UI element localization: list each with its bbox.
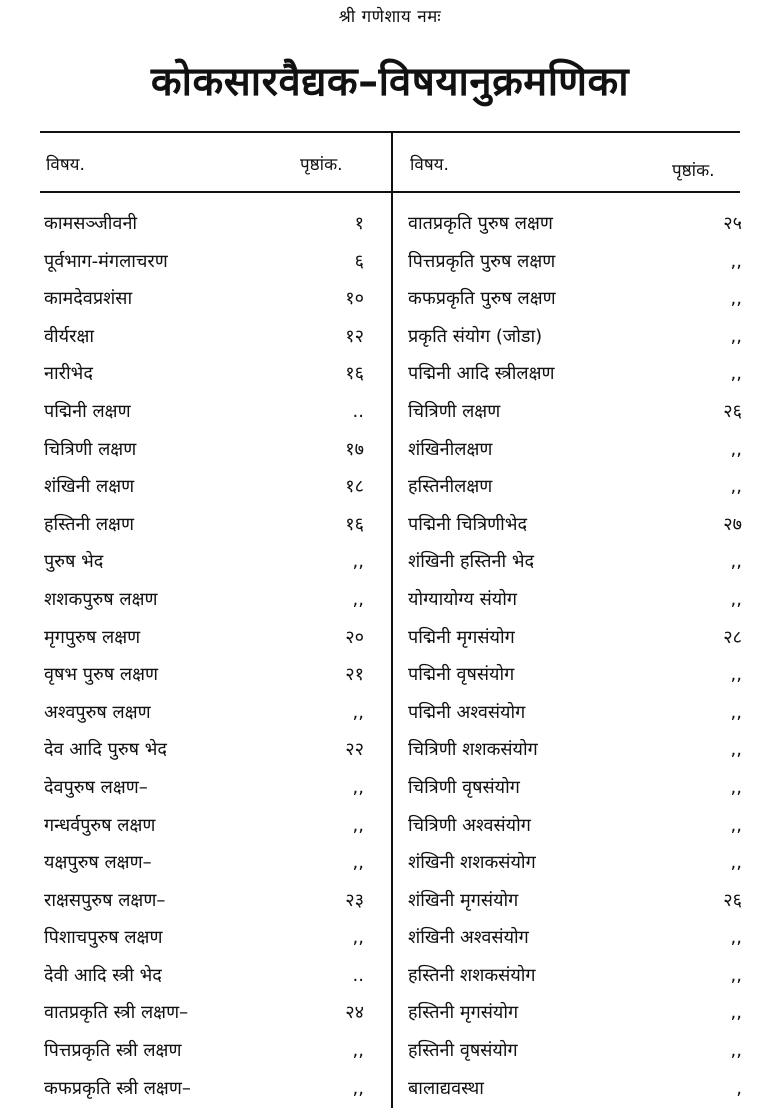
index-page-number: २६ — [723, 400, 742, 422]
index-row — [44, 882, 378, 920]
index-topic: शंखिनी शशकसंयोग — [408, 852, 536, 874]
index-page-number: ,, — [730, 250, 742, 272]
index-topic: प्रकृति संयोग (जोडा) — [408, 325, 543, 347]
left-topic-header: विषय. — [46, 155, 85, 175]
index-topic: पद्मिनी अश्वसंयोग — [408, 701, 526, 723]
right-page-header: पृष्ठांक. — [672, 161, 715, 181]
index-row — [408, 506, 748, 544]
index-page-number: २४ — [345, 1002, 364, 1024]
index-topic: देवपुरुष लक्षण– — [44, 776, 148, 798]
index-page-number: ,, — [730, 664, 742, 686]
index-topic: पद्मिनी मृगसंयोग — [408, 626, 515, 648]
index-page-number: १२ — [345, 325, 364, 347]
index-topic: शंखिनी लक्षण — [44, 476, 135, 498]
index-topic: पित्तप्रकृति पुरुष लक्षण — [408, 250, 556, 272]
index-row — [44, 844, 378, 882]
index-topic: बालाद्यवस्था — [408, 1077, 484, 1099]
index-row — [408, 431, 748, 469]
index-row — [408, 957, 748, 995]
index-row — [408, 355, 748, 393]
index-row — [44, 694, 378, 732]
index-topic: पद्मिनी आदि स्त्रीलक्षण — [408, 363, 555, 385]
index-row — [44, 431, 378, 469]
right-topic-header: विषय. — [410, 155, 449, 175]
index-topic: वीर्यरक्षा — [44, 325, 95, 347]
index-page-number: ,, — [352, 927, 364, 949]
index-page-number: १८ — [345, 476, 364, 498]
column-divider — [391, 132, 393, 1108]
index-row — [408, 656, 748, 694]
index-page-number: ६ — [354, 250, 364, 272]
index-topic: शंखिनी मृगसंयोग — [408, 889, 519, 911]
right-index-column — [408, 205, 748, 1107]
index-row — [44, 543, 378, 581]
index-row — [44, 656, 378, 694]
index-row — [44, 919, 378, 957]
index-row — [44, 619, 378, 657]
index-row — [44, 205, 378, 243]
index-page-number: ,, — [730, 288, 742, 310]
index-row — [44, 731, 378, 769]
index-page-number: ,, — [730, 438, 742, 460]
index-page-number: १ — [354, 213, 364, 234]
index-topic: पूर्वभाग-मंगलाचरण — [44, 250, 168, 272]
index-page-number: २५ — [723, 213, 742, 234]
index-page-number: २८ — [723, 626, 742, 648]
left-index-column — [44, 205, 378, 1107]
index-topic: शंखिनी हस्तिनी भेद — [408, 551, 535, 573]
index-row — [44, 468, 378, 506]
index-page-number: १६ — [345, 513, 364, 535]
index-page-number: ,, — [730, 588, 742, 610]
index-row — [44, 994, 378, 1032]
index-page-number: ,, — [730, 852, 742, 874]
index-row — [44, 243, 378, 281]
index-row — [408, 581, 748, 619]
index-topic: पित्तप्रकृति स्त्री लक्षण — [44, 1040, 182, 1062]
index-row — [44, 1032, 378, 1070]
index-topic: यक्षपुरुष लक्षण– — [44, 852, 152, 874]
page-title: कोकसारवैद्यक–विषयानुक्रमणिका — [150, 59, 630, 105]
index-row — [408, 694, 748, 732]
index-row — [408, 994, 748, 1032]
index-page-number: २६ — [723, 889, 742, 911]
index-topic: कामसञ्जीवनी — [44, 213, 138, 234]
index-row — [408, 844, 748, 882]
index-row — [408, 619, 748, 657]
index-topic: पिशाचपुरुष लक्षण — [44, 927, 163, 949]
header-bottom-rule — [40, 191, 740, 193]
index-row — [408, 769, 748, 807]
index-row — [408, 205, 748, 243]
index-topic: चित्रिणी अश्वसंयोग — [408, 814, 531, 836]
index-row — [44, 769, 378, 807]
index-page-number: १६ — [345, 363, 364, 385]
index-topic: राक्षसपुरुष लक्षण– — [44, 889, 166, 911]
index-page-number: ,, — [730, 927, 742, 949]
index-topic: नारीभेद — [44, 363, 93, 385]
index-page-number: १७ — [345, 438, 364, 460]
table-top-rule — [40, 131, 740, 133]
index-topic: चित्रिणी लक्षण — [408, 400, 501, 422]
index-topic: पद्मिनी वृषसंयोग — [408, 664, 515, 686]
index-topic: चित्रिणी वृषसंयोग — [408, 776, 520, 798]
index-page-number: ,, — [730, 476, 742, 498]
index-topic: कामदेवप्रशंसा — [44, 288, 133, 310]
index-row — [44, 355, 378, 393]
index-page-number: ,, — [352, 1077, 364, 1099]
index-page-number: ,, — [730, 551, 742, 573]
index-page-number: २३ — [345, 889, 364, 911]
index-row — [44, 318, 378, 356]
index-row — [408, 243, 748, 281]
invocation-line: श्री गणेशाय नमः — [338, 7, 442, 27]
index-row — [44, 280, 378, 318]
index-page-number: .. — [352, 400, 364, 422]
index-page-number: ,, — [730, 1040, 742, 1062]
index-page-number: ,, — [730, 363, 742, 385]
index-topic: हस्तिनी शशकसंयोग — [408, 964, 536, 986]
index-topic: मृगपुरुष लक्षण — [44, 626, 141, 648]
index-row — [408, 543, 748, 581]
index-topic: देवी आदि स्त्री भेद — [44, 964, 162, 986]
index-page-number: १० — [345, 288, 364, 310]
index-row — [44, 957, 378, 995]
index-page-number: ,, — [730, 776, 742, 798]
index-page-number: .. — [352, 964, 364, 986]
index-topic: वातप्रकृति पुरुष लक्षण — [408, 213, 553, 234]
index-topic: पद्मिनी चित्रिणीभेद — [408, 513, 528, 535]
index-topic: कफप्रकृति स्त्री लक्षण– — [44, 1077, 191, 1099]
index-row — [408, 280, 748, 318]
index-page-number: ,, — [730, 814, 742, 836]
index-page-number: २२ — [345, 739, 364, 761]
index-page-number: ,, — [730, 701, 742, 723]
left-page-header: पृष्ठांक. — [300, 155, 343, 175]
index-row — [44, 393, 378, 431]
index-topic: अश्वपुरुष लक्षण — [44, 701, 151, 723]
index-topic: वातप्रकृति स्त्री लक्षण– — [44, 1002, 189, 1024]
index-page-number: ,, — [352, 776, 364, 798]
index-page-number: २७ — [723, 513, 742, 535]
index-topic: पुरुष भेद — [44, 551, 104, 573]
index-page-number: , — [736, 1077, 742, 1099]
index-page-number: ,, — [352, 1040, 364, 1062]
index-page-number: ,, — [730, 739, 742, 761]
index-topic: शशकपुरुष लक्षण — [44, 588, 158, 610]
index-page-number: ,, — [352, 701, 364, 723]
index-row — [408, 882, 748, 920]
index-topic: हस्तिनी लक्षण — [44, 513, 134, 535]
index-page-number: २१ — [345, 664, 364, 686]
index-page-number: ,, — [352, 551, 364, 573]
index-topic: कफप्रकृति पुरुष लक्षण — [408, 288, 556, 310]
index-topic: वृषभ पुरुष लक्षण — [44, 664, 159, 686]
index-row — [408, 919, 748, 957]
index-topic: हस्तिनी वृषसंयोग — [408, 1040, 518, 1062]
index-row — [408, 731, 748, 769]
index-topic: चित्रिणी लक्षण — [44, 438, 137, 460]
index-row — [408, 393, 748, 431]
index-page-number: ,, — [730, 1002, 742, 1024]
index-row — [408, 1032, 748, 1070]
index-topic: चित्रिणी शशकसंयोग — [408, 739, 538, 761]
index-page-number: ,, — [730, 325, 742, 347]
index-topic: पद्मिनी लक्षण — [44, 400, 131, 422]
index-row — [408, 468, 748, 506]
index-topic: शंखिनीलक्षण — [408, 438, 493, 460]
index-page-number: ,, — [352, 814, 364, 836]
index-row — [44, 1070, 378, 1108]
index-page-number: ,, — [730, 964, 742, 986]
index-row — [44, 581, 378, 619]
index-row — [408, 318, 748, 356]
index-row — [44, 506, 378, 544]
index-page-number: २० — [345, 626, 364, 648]
index-topic: देव आदि पुरुष भेद — [44, 739, 167, 761]
index-topic: हस्तिनीलक्षण — [408, 476, 493, 498]
index-topic: गन्धर्वपुरुष लक्षण — [44, 814, 156, 836]
index-row — [408, 807, 748, 845]
index-topic: योग्यायोग्य संयोग — [408, 588, 517, 610]
index-page-number: ,, — [352, 588, 364, 610]
index-topic: शंखिनी अश्वसंयोग — [408, 927, 529, 949]
index-row — [44, 807, 378, 845]
index-row — [408, 1070, 748, 1108]
index-page-number: ,, — [352, 852, 364, 874]
index-topic: हस्तिनी मृगसंयोग — [408, 1002, 519, 1024]
